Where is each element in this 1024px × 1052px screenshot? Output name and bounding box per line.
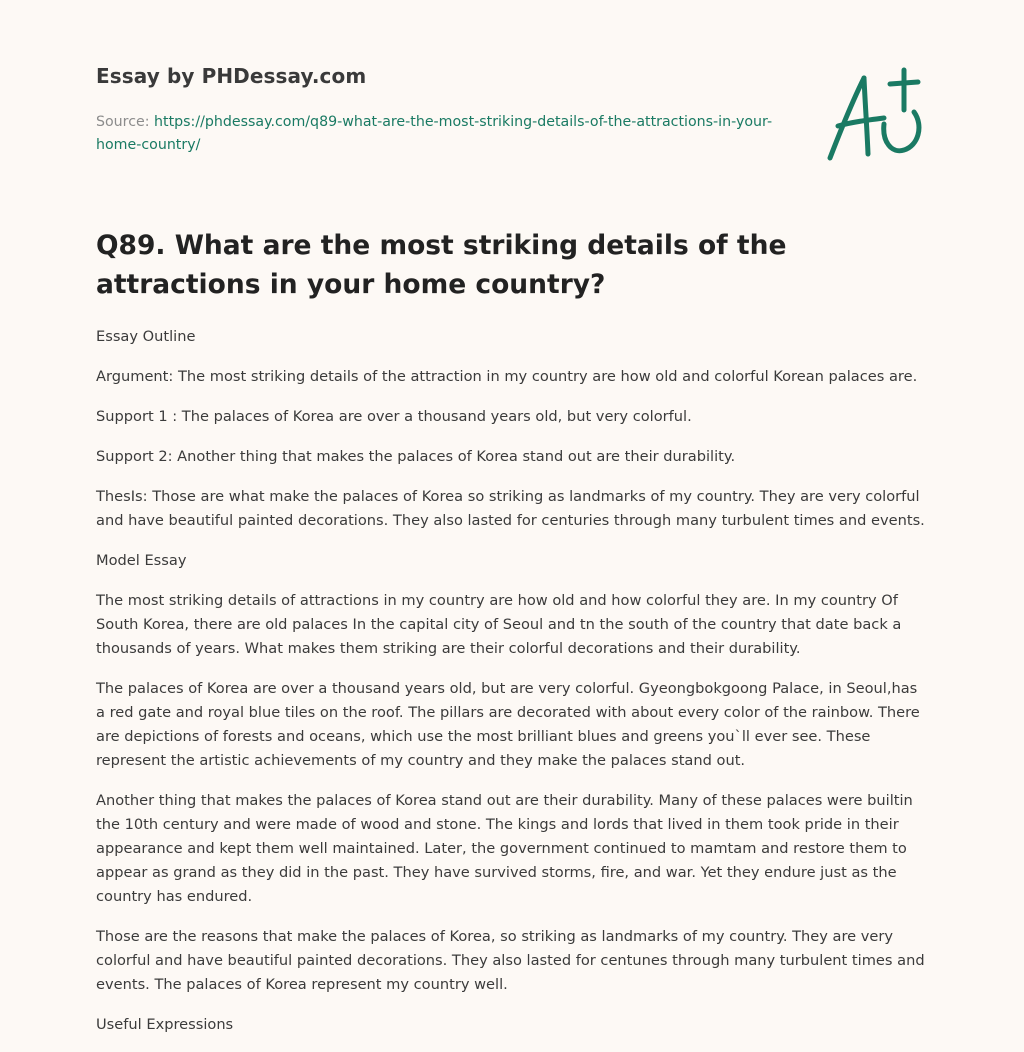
- essay-paragraph-conclusion: Those are the reasons that make the palaces of Korea, so striking as landmarks of my country. They are very colorful and have beautiful painted decorations. They also lasted for centunes through many turbulent times and events. The palaces of Korea represent my country well.: [96, 928, 925, 993]
- outline-support-2: Support 2: Another thing that makes the palaces of Korea stand out are their durability.: [96, 448, 736, 465]
- essay-title: Q89. What are the most striking details of the attractions in your home country?: [96, 230, 787, 300]
- essay-paragraph-intro: The most striking details of attractions in my country are how old and how colorful they are. In my country Of South Korea, there are old palaces In the capital city of Seoul and tn the south of the country that date back a thousands of years. What makes them striking are their colorful decorations and their durability.: [96, 592, 902, 657]
- section-heading-model-essay: Model Essay: [96, 552, 187, 569]
- essay-body: [96, 325, 928, 1052]
- source-label: Source:: [96, 114, 155, 130]
- source-link[interactable]: https://phdessay.com/q89-what-are-the-most-striking-details-of-the-attractions-in-your-home-country/: [96, 114, 773, 153]
- source-line: [96, 111, 786, 157]
- section-heading-useful-expressions: Useful Expressions: [96, 1016, 234, 1033]
- outline-thesis: ThesIs: Those are what make the palaces of Korea so striking as landmarks of my country. They are very colorful and have beautiful painted decorations. They also lasted for centuries through many turbulent times and events.: [96, 488, 925, 529]
- essay-paragraph-body-2: Another thing that makes the palaces of Korea stand out are their durability. Many of these palaces were builtin the 10th century and were made of wood and stone. The kings and lords that lived in them took pride in their appearance and kept them well maintained. Later, the government continued to mamtam and restore them to appear as grand as they did in the past. They have survived storms, fire, and war. Yet they endure just as the country has endured.: [96, 792, 913, 905]
- outline-argument: Argument: The most striking details of the attraction in my country are how old and colorful Korean palaces are.: [96, 368, 918, 385]
- section-heading-outline: Essay Outline: [96, 328, 196, 345]
- essay-paragraph-body-1: The palaces of Korea are over a thousand years old, but are very colorful. Gyeongbokgoong Palace, in Seoul,has a red gate and royal blue tiles on the roof. The pillars are decorated with about every color of the rainbow. There are depictions of forests and oceans, which use the most brilliant blues and greens you`ll ever see. These represent the artistic achievements of my country and they make the palaces stand out.: [96, 680, 920, 769]
- outline-support-1: Support 1 : The palaces of Korea are over a thousand years old, but very colorful.: [96, 408, 692, 425]
- a-plus-grade-icon: [818, 66, 930, 166]
- site-title: Essay by PHDessay.com: [96, 64, 367, 88]
